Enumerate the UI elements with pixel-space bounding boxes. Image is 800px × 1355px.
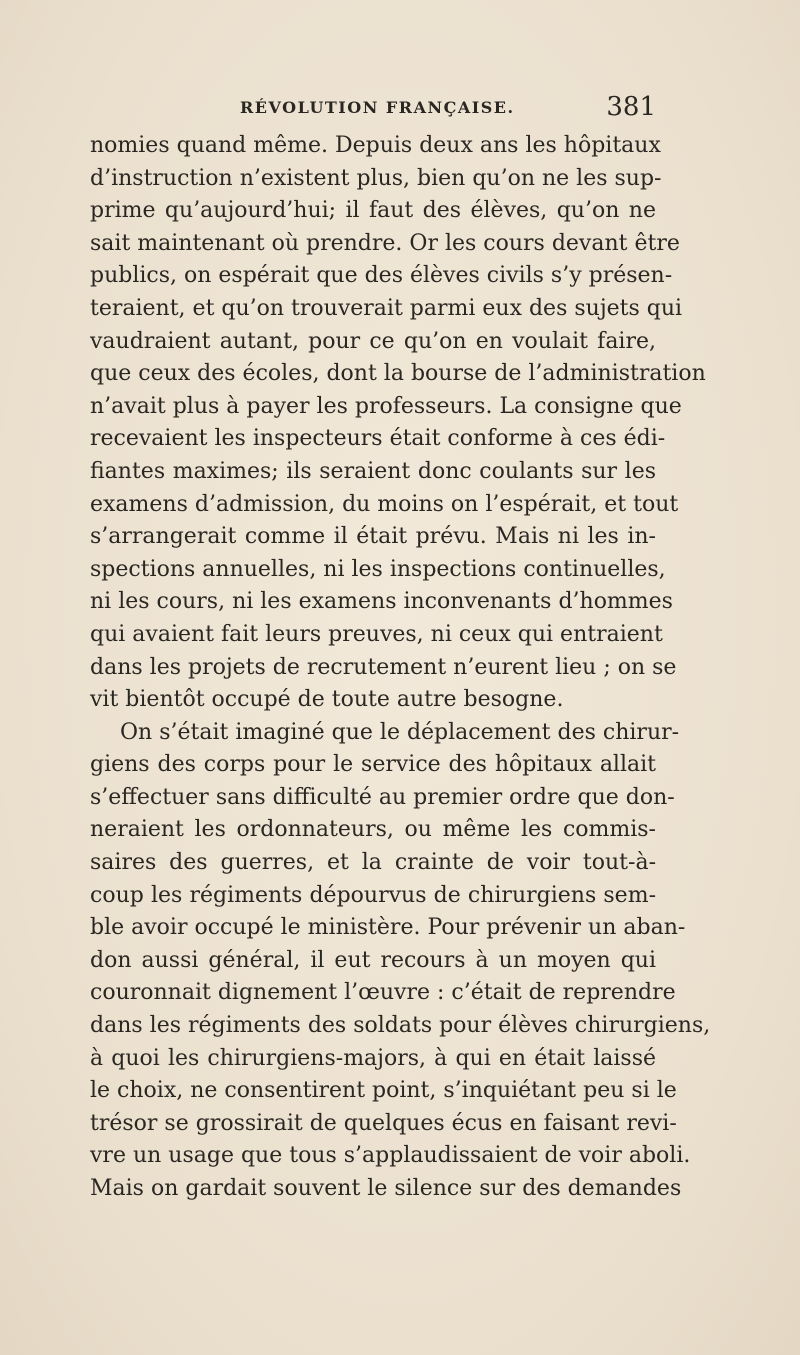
body-text: [90, 130, 711, 1206]
text-line: giens des corps pour le service des hôpitaux allait: [90, 752, 656, 778]
text-line: vit bientôt occupé de toute autre besogne.: [90, 687, 564, 713]
text-line: dans les projets de recrutement n’eurent lieu ; on se: [90, 654, 677, 680]
text-line: teraient, et qu’on trouverait parmi eux des sujets qui: [90, 295, 683, 321]
text-line: n’avait plus à payer les professeurs. La consigne que: [90, 393, 682, 419]
paragraph: [90, 130, 706, 717]
text-line: coup les régiments dépourvus de chirurgiens sem-: [90, 882, 656, 908]
text-line: recevaient les inspecteurs était conforme à ces édi-: [90, 426, 666, 452]
text-line: nomies quand même. Depuis deux ans les hôpitaux: [90, 133, 661, 158]
text-line: On s’était imaginé que le déplacement des chirur-: [120, 719, 680, 745]
text-line: vre un usage que tous s’applaudissaient de voir aboli.: [90, 1143, 691, 1169]
text-line: qui avaient fait leurs preuves, ni ceux qui entraient: [90, 621, 663, 647]
running-title: RÉVOLUTION FRANÇAISE.: [240, 98, 515, 117]
paragraph: [90, 717, 711, 1206]
text-line: ble avoir occupé le ministère. Pour prévenir un aban-: [90, 915, 686, 941]
text-line: fiantes maximes; ils seraient donc coulants sur les: [90, 458, 656, 484]
text-line: le choix, ne consentirent point, s’inquiétant peu si le: [90, 1078, 677, 1104]
text-line: publics, on espérait que des élèves civils s’y présen-: [90, 263, 673, 289]
text-line: examens d’admission, du moins on l’espérait, et tout: [90, 491, 679, 517]
text-line: spections annuelles, ni les inspections continuelles,: [90, 556, 666, 582]
text-line: Mais on gardait souvent le silence sur des demandes: [90, 1176, 682, 1201]
page-header: [90, 92, 656, 126]
text-line: s’effectuer sans difficulté au premier ordre que don-: [90, 784, 675, 810]
text-line: neraient les ordonnateurs, ou même les commis-: [90, 817, 656, 843]
text-line: trésor se grossirait de quelques écus en faisant revi-: [90, 1110, 677, 1136]
page-number: 381: [606, 92, 656, 122]
text-line: vaudraient autant, pour ce qu’on en voulait faire,: [90, 328, 656, 354]
text-line: saires des guerres, et la crainte de voir tout-à-: [90, 850, 656, 876]
text-line: que ceux des écoles, dont la bourse de l’administration: [90, 361, 706, 387]
text-line: à quoi les chirurgiens-majors, à qui en était laissé: [90, 1045, 656, 1071]
text-line: sait maintenant où prendre. Or les cours devant être: [90, 230, 680, 256]
text-line: ni les cours, ni les examens inconvenants d’hommes: [90, 589, 673, 615]
text-line: prime qu’aujourd’hui; il faut des élèves, qu’on ne: [90, 198, 656, 224]
text-line: s’arrangerait comme il était prévu. Mais ni les in-: [90, 524, 656, 550]
text-line: d’instruction n’existent plus, bien qu’on ne les sup-: [90, 165, 662, 191]
text-line: couronnait dignement l’œuvre : c’était de reprendre: [90, 980, 676, 1006]
text-line: dans les régiments des soldats pour élèves chirurgiens,: [90, 1013, 711, 1039]
text-line: don aussi général, il eut recours à un moyen qui: [90, 947, 656, 973]
